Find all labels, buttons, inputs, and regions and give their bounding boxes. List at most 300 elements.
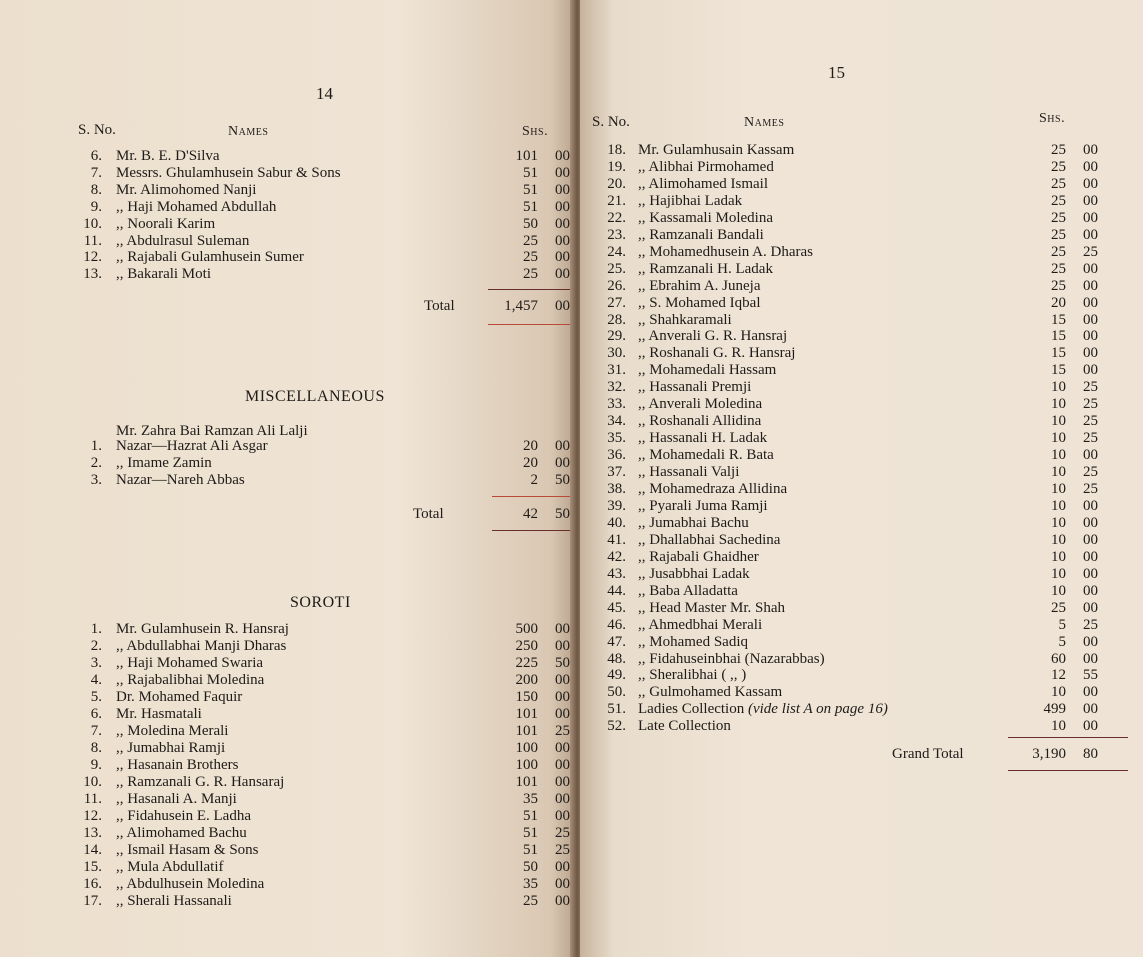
serial-number: 17. <box>83 893 102 909</box>
amount-cents: 00 <box>1083 531 1098 548</box>
donor-name: ,, Mohamed Sadiq <box>638 633 748 650</box>
serial-number: 30. <box>607 345 626 362</box>
amount-shillings: 25 <box>1051 277 1066 294</box>
serial-number: 22. <box>607 209 626 226</box>
list-row <box>580 193 1143 210</box>
donor-name: Mr. Hasmatali <box>116 706 202 722</box>
donor-name: ,, Anverali Moledina <box>638 396 763 413</box>
amount-cents: 00 <box>555 438 570 454</box>
amount-cents: 00 <box>1083 650 1098 667</box>
donor-name: ,, Ramzanali H. Ladak <box>638 260 773 277</box>
list-row <box>580 261 1143 278</box>
list-row <box>580 634 1143 651</box>
amount-cents: 00 <box>1083 142 1098 158</box>
donor-name: ,, Rajabali Gulamhusein Sumer <box>116 249 304 266</box>
serial-number: 8. <box>90 740 102 756</box>
list-row <box>0 791 574 808</box>
amount-shillings: 35 <box>523 876 538 892</box>
amount-cents: 25 <box>1083 379 1098 396</box>
divider <box>1008 737 1128 738</box>
list-row <box>580 159 1143 176</box>
amount-shillings: 12 <box>1051 667 1066 684</box>
amount-shillings: 10 <box>1051 430 1066 447</box>
amount-shillings: 51 <box>523 198 538 215</box>
list-row <box>0 638 574 655</box>
amount-shillings: 150 <box>515 689 538 705</box>
donor-name: ,, Dhallabhai Sachedina <box>638 531 781 548</box>
right-page <box>580 0 1143 957</box>
amount-cents: 00 <box>1083 192 1098 209</box>
donor-name: ,, Hasanain Brothers <box>116 757 239 773</box>
amount-cents: 25 <box>1083 430 1098 447</box>
amount-shillings: 500 <box>515 621 538 637</box>
list-row <box>580 413 1143 430</box>
total-cents: 00 <box>555 298 570 314</box>
amount-shillings: 101 <box>515 706 538 722</box>
list-row <box>0 859 574 876</box>
amount-cents: 00 <box>1083 175 1098 192</box>
amount-cents: 25 <box>1083 396 1098 413</box>
amount-shillings: 25 <box>523 232 538 249</box>
amount-cents: 00 <box>555 706 570 722</box>
amount-cents: 00 <box>555 266 570 283</box>
amount-cents: 00 <box>1083 260 1098 277</box>
list-row <box>580 447 1143 464</box>
divider <box>1008 770 1128 771</box>
serial-number: 24. <box>607 243 626 260</box>
amount-cents: 00 <box>555 672 570 688</box>
amount-shillings: 10 <box>1051 531 1066 548</box>
donor-name: ,, Moledina Merali <box>116 723 229 739</box>
list-row <box>580 600 1143 617</box>
serial-number: 46. <box>607 616 626 633</box>
list-row <box>580 701 1143 718</box>
list-row <box>580 498 1143 515</box>
serial-number: 52. <box>607 718 626 735</box>
amount-cents: 25 <box>1083 481 1098 497</box>
list-row <box>0 774 574 791</box>
amount-shillings: 25 <box>1051 243 1066 260</box>
serial-number: 9. <box>90 757 102 773</box>
list-row <box>580 549 1143 566</box>
list-row <box>0 842 574 859</box>
donor-name: ,, Mohamedhusein A. Dharas <box>638 243 813 260</box>
donor-name: Mr. Gulamhusain Kassam <box>638 142 795 158</box>
amount-cents: 00 <box>1083 226 1098 243</box>
amount-shillings: 25 <box>1051 158 1066 175</box>
donor-name: Nazar—Nareh Abbas <box>116 472 245 488</box>
serial-number: 48. <box>607 650 626 667</box>
amount-shillings: 5 <box>1058 633 1066 650</box>
donor-name: ,, Alimohamed Ismail <box>638 175 768 192</box>
amount-shillings: 10 <box>1051 447 1066 464</box>
amount-cents: 25 <box>1083 243 1098 260</box>
donor-name: ,, Pyarali Juma Ramji <box>638 497 768 514</box>
shs-header: Shs. <box>522 124 549 139</box>
amount-cents: 00 <box>555 638 570 654</box>
list-row <box>0 472 574 489</box>
amount-shillings: 15 <box>1051 311 1066 328</box>
amount-shillings: 10 <box>1051 514 1066 531</box>
amount-shillings: 25 <box>1051 209 1066 226</box>
amount-cents: 00 <box>555 215 570 232</box>
list-row <box>0 655 574 672</box>
donor-name: ,, Jusabbhai Ladak <box>638 565 750 582</box>
list-row <box>580 481 1143 498</box>
donor-name: Mr. Gulamhusein R. Hansraj <box>116 621 289 637</box>
amount-cents: 25 <box>1083 464 1098 481</box>
donor-name: ,, Ahmedbhai Merali <box>638 616 763 633</box>
amount-shillings: 20 <box>1051 294 1066 311</box>
serial-number: 34. <box>607 413 626 430</box>
donor-name: ,, Head Master Mr. Shah <box>638 599 786 616</box>
amount-shillings: 225 <box>515 655 538 671</box>
serial-number: 23. <box>607 226 626 243</box>
total-label: Total <box>424 298 455 314</box>
donor-name: ,, Mohamedraza Allidina <box>638 481 788 497</box>
amount-shillings: 250 <box>515 638 538 654</box>
donor-name: ,, Noorali Karim <box>116 215 216 232</box>
serial-number: 38. <box>607 481 626 497</box>
donor-name: ,, Bakarali Moti <box>116 266 211 283</box>
serial-number: 36. <box>607 447 626 464</box>
amount-shillings: 10 <box>1051 413 1066 430</box>
amount-cents: 00 <box>555 774 570 790</box>
serial-number: 3. <box>90 655 102 671</box>
amount-cents: 00 <box>555 689 570 705</box>
amount-cents: 00 <box>1083 345 1098 362</box>
amount-shillings: 51 <box>523 181 538 198</box>
amount-shillings: 101 <box>515 723 538 739</box>
list-row <box>0 148 574 165</box>
list-row <box>580 244 1143 261</box>
list-row <box>580 210 1143 227</box>
serial-number: 51. <box>607 701 626 718</box>
list-row <box>580 312 1143 329</box>
serial-number: 35. <box>607 430 626 447</box>
list-row <box>580 667 1143 684</box>
donor-name: ,, Ebrahim A. Juneja <box>638 277 761 294</box>
amount-shillings: 10 <box>1051 481 1066 497</box>
list-row <box>580 532 1143 549</box>
amount-shillings: 499 <box>1043 701 1066 718</box>
amount-shillings: 25 <box>1051 192 1066 209</box>
list-row <box>580 651 1143 668</box>
donor-name: ,, Hassanali Valji <box>638 464 740 481</box>
list-row <box>0 893 574 910</box>
amount-cents: 00 <box>555 859 570 875</box>
list-row <box>0 808 574 825</box>
donor-name: Mr. Alimohomed Nanji <box>116 181 257 198</box>
divider <box>488 289 570 290</box>
amount-shillings: 2 <box>530 472 538 488</box>
list-row <box>0 825 574 842</box>
amount-shillings: 10 <box>1051 565 1066 582</box>
amount-shillings: 25 <box>523 893 538 909</box>
grand-total-cents: 80 <box>1083 746 1098 762</box>
amount-shillings: 15 <box>1051 362 1066 379</box>
donor-name: ,, Alibhai Pirmohamed <box>638 158 774 175</box>
list-row <box>0 689 574 706</box>
sno-header: S. No. <box>78 122 116 138</box>
list-row <box>580 396 1143 413</box>
amount-cents: 00 <box>1083 209 1098 226</box>
donor-name: ,, Shahkaramali <box>638 311 732 328</box>
amount-cents: 55 <box>1083 667 1098 684</box>
serial-number: 45. <box>607 599 626 616</box>
shs-header: Shs. <box>1039 111 1066 126</box>
amount-cents: 00 <box>1083 447 1098 464</box>
serial-number: 10. <box>83 774 102 790</box>
list-row <box>580 430 1143 447</box>
serial-number: 40. <box>607 514 626 531</box>
donor-name: ,, Ismail Hasam & Sons <box>116 842 259 858</box>
serial-number: 42. <box>607 548 626 565</box>
section-heading-miscellaneous: MISCELLANEOUS <box>245 388 385 405</box>
serial-number: 3. <box>90 472 102 488</box>
list-row <box>580 328 1143 345</box>
donor-name: ,, Sheralibhai ( ,, ) <box>638 667 747 684</box>
list-row <box>0 249 574 266</box>
donor-name: ,, Mula Abdullatif <box>116 859 224 875</box>
amount-cents: 00 <box>555 621 570 637</box>
amount-shillings: 51 <box>523 164 538 181</box>
serial-number: 33. <box>607 396 626 413</box>
serial-number: 41. <box>607 531 626 548</box>
amount-shillings: 101 <box>515 774 538 790</box>
serial-number: 6. <box>90 148 102 164</box>
serial-number: 31. <box>607 362 626 379</box>
amount-cents: 00 <box>1083 599 1098 616</box>
amount-shillings: 25 <box>1051 175 1066 192</box>
amount-cents: 00 <box>1083 277 1098 294</box>
list-row <box>0 757 574 774</box>
list-row <box>0 723 574 740</box>
amount-cents: 00 <box>1083 684 1098 701</box>
donor-name: ,, Hassanali H. Ladak <box>638 430 768 447</box>
serial-number: 11. <box>83 232 102 249</box>
amount-cents: 00 <box>1083 158 1098 175</box>
serial-number: 11. <box>83 791 102 807</box>
list-row <box>0 672 574 689</box>
amount-shillings: 60 <box>1051 650 1066 667</box>
amount-shillings: 20 <box>523 455 538 471</box>
amount-shillings: 200 <box>515 672 538 688</box>
donor-name-heading: Mr. Zahra Bai Ramzan Ali Lalji <box>116 423 308 439</box>
serial-number: 47. <box>607 633 626 650</box>
amount-cents: 00 <box>1083 548 1098 565</box>
donor-name: ,, S. Mohamed Iqbal <box>638 294 761 311</box>
amount-shillings: 10 <box>1051 548 1066 565</box>
serial-number: 2. <box>90 638 102 654</box>
amount-shillings: 25 <box>1051 260 1066 277</box>
serial-number: 4. <box>90 672 102 688</box>
total-amount: 1,457 <box>504 298 538 314</box>
donor-name: ,, Abdulrasul Suleman <box>116 232 250 249</box>
amount-cents: 00 <box>1083 565 1098 582</box>
donor-name: ,, Baba Alladatta <box>638 582 738 599</box>
serial-number: 13. <box>83 825 102 841</box>
amount-cents: 00 <box>1083 701 1098 718</box>
donor-name: ,, Kassamali Moledina <box>638 209 773 226</box>
amount-cents: 00 <box>1083 718 1098 735</box>
serial-number: 2. <box>90 455 102 471</box>
donor-name: ,, Fidahuseinbhai (Nazarabbas) <box>638 650 825 667</box>
serial-number: 26. <box>607 277 626 294</box>
donor-name: ,, Haji Mohamed Swaria <box>116 655 264 671</box>
donor-name: ,, Mohamedali Hassam <box>638 362 777 379</box>
grand-total-amount: 3,190 <box>1032 746 1066 762</box>
list-row <box>0 199 574 216</box>
amount-shillings: 51 <box>523 842 538 858</box>
amount-cents: 00 <box>1083 633 1098 650</box>
amount-shillings: 10 <box>1051 582 1066 599</box>
donor-name: ,, Rajabalibhai Moledina <box>116 672 265 688</box>
serial-number: 29. <box>607 328 626 345</box>
serial-number: 27. <box>607 294 626 311</box>
list-row <box>580 227 1143 244</box>
page-number: 15 <box>828 63 845 82</box>
list-row <box>0 438 574 455</box>
serial-number: 10. <box>83 215 102 232</box>
amount-cents: 00 <box>555 791 570 807</box>
donor-name: ,, Ramzanali G. R. Hansaraj <box>116 774 285 790</box>
amount-cents: 00 <box>1083 311 1098 328</box>
amount-shillings: 10 <box>1051 379 1066 396</box>
amount-shillings: 10 <box>1051 464 1066 481</box>
serial-number: 32. <box>607 379 626 396</box>
serial-number: 16. <box>83 876 102 892</box>
amount-cents: 00 <box>555 893 570 909</box>
amount-cents: 00 <box>1083 362 1098 379</box>
amount-cents: 00 <box>555 808 570 824</box>
amount-shillings: 10 <box>1051 684 1066 701</box>
amount-shillings: 101 <box>515 148 538 164</box>
donor-name: Late Collection <box>638 718 731 735</box>
serial-number: 21. <box>607 192 626 209</box>
amount-cents: 00 <box>1083 514 1098 531</box>
amount-shillings: 15 <box>1051 345 1066 362</box>
list-row <box>580 362 1143 379</box>
amount-shillings: 5 <box>1058 616 1066 633</box>
serial-number: 37. <box>607 464 626 481</box>
amount-shillings: 25 <box>1051 142 1066 158</box>
amount-shillings: 100 <box>515 757 538 773</box>
grand-total-label: Grand Total <box>892 746 964 762</box>
serial-number: 7. <box>90 164 102 181</box>
serial-number: 13. <box>83 266 102 283</box>
serial-number: 50. <box>607 684 626 701</box>
list-row <box>580 718 1143 735</box>
divider <box>488 324 570 325</box>
serial-number: 5. <box>90 689 102 705</box>
list-row <box>0 740 574 757</box>
donor-name: ,, Hajibhai Ladak <box>638 192 743 209</box>
list-row <box>580 515 1143 532</box>
amount-cents: 25 <box>1083 616 1098 633</box>
serial-number: 12. <box>83 249 102 266</box>
serial-number: 7. <box>90 723 102 739</box>
amount-cents: 00 <box>1083 328 1098 345</box>
donor-name: Nazar—Hazrat Ali Asgar <box>116 438 268 454</box>
amount-shillings: 35 <box>523 791 538 807</box>
donor-name: ,, Rajabali Ghaidher <box>638 548 759 565</box>
amount-cents: 00 <box>555 757 570 773</box>
serial-number: 12. <box>83 808 102 824</box>
list-row <box>580 583 1143 600</box>
serial-number: 14. <box>83 842 102 858</box>
amount-cents: 25 <box>555 842 570 858</box>
amount-cents: 50 <box>555 655 570 671</box>
names-header: Names <box>744 115 785 130</box>
list-row <box>0 455 574 472</box>
donor-name: ,, Jumabhai Ramji <box>116 740 226 756</box>
donor-name: ,, Jumabhai Bachu <box>638 514 749 531</box>
list-row <box>0 233 574 250</box>
list-row <box>580 684 1143 701</box>
donor-name: ,, Roshanali Allidina <box>638 413 762 430</box>
amount-cents: 00 <box>555 455 570 471</box>
page-number: 14 <box>316 84 333 103</box>
amount-shillings: 15 <box>1051 328 1066 345</box>
list-row <box>0 266 574 283</box>
list-row <box>580 142 1143 159</box>
amount-cents: 00 <box>555 740 570 756</box>
serial-number: 9. <box>90 198 102 215</box>
section-heading-soroti: SOROTI <box>290 594 351 611</box>
amount-shillings: 10 <box>1051 718 1066 735</box>
list-row <box>0 621 574 638</box>
donor-name: Messrs. Ghulamhusein Sabur & Sons <box>116 164 341 181</box>
serial-number: 20. <box>607 175 626 192</box>
donor-name: ,, Roshanali G. R. Hansraj <box>638 345 796 362</box>
amount-shillings: 20 <box>523 438 538 454</box>
serial-number: 18. <box>607 142 626 158</box>
list-row <box>580 176 1143 193</box>
amount-shillings: 10 <box>1051 497 1066 514</box>
serial-number: 1. <box>90 438 102 454</box>
serial-number: 8. <box>90 181 102 198</box>
serial-number: 25. <box>607 260 626 277</box>
list-row <box>580 617 1143 634</box>
amount-cents: 00 <box>555 148 570 164</box>
donor-name: ,, Gulmohamed Kassam <box>638 684 783 701</box>
amount-shillings: 50 <box>523 859 538 875</box>
amount-shillings: 25 <box>1051 599 1066 616</box>
donor-name: ,, Hassanali Premji <box>638 379 752 396</box>
donor-name: ,, Anverali G. R. Hansraj <box>638 328 788 345</box>
serial-number: 28. <box>607 311 626 328</box>
divider <box>492 496 570 497</box>
serial-number: 15. <box>83 859 102 875</box>
serial-number: 6. <box>90 706 102 722</box>
amount-shillings: 50 <box>523 215 538 232</box>
donor-name: ,, Fidahusein E. Ladha <box>116 808 251 824</box>
amount-cents: 00 <box>555 181 570 198</box>
serial-number: 49. <box>607 667 626 684</box>
amount-cents: 00 <box>1083 294 1098 311</box>
amount-cents: 00 <box>555 164 570 181</box>
amount-cents: 00 <box>1083 582 1098 599</box>
sno-header: S. No. <box>592 114 630 130</box>
donor-name: Mr. B. E. D'Silva <box>116 148 220 164</box>
list-row <box>0 706 574 723</box>
amount-shillings: 51 <box>523 808 538 824</box>
donor-name: ,, Abdulhusein Moledina <box>116 876 265 892</box>
serial-number: 1. <box>90 621 102 637</box>
total-amount: 42 <box>523 506 538 522</box>
amount-shillings: 25 <box>523 249 538 266</box>
